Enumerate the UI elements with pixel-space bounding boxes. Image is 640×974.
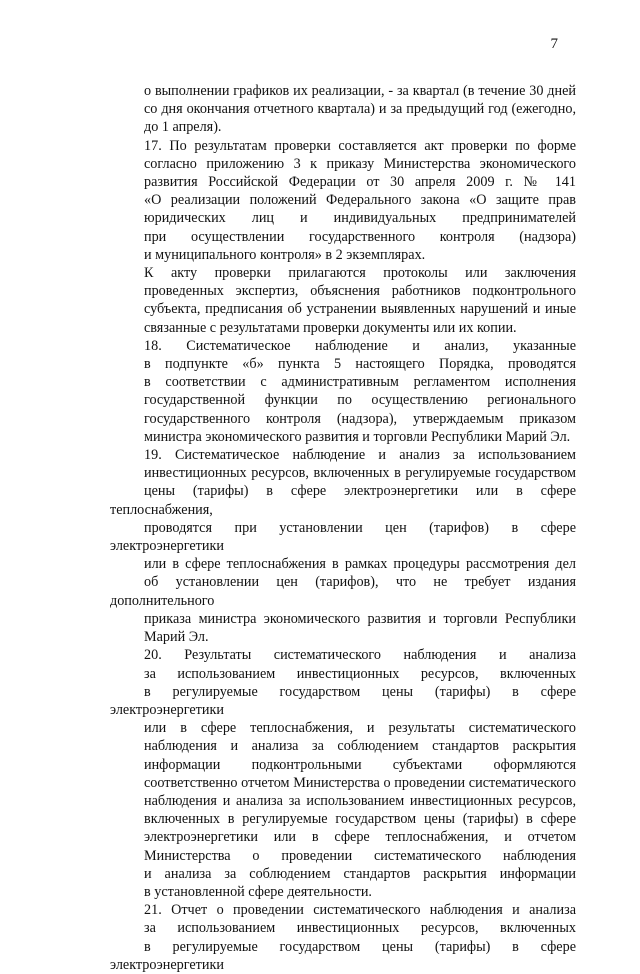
text-line: соответственно отчетом Министерства о проведении систематического bbox=[144, 774, 576, 791]
text-line: 19. Систематическое наблюдение и анализ за использованием bbox=[144, 447, 576, 464]
text-line: или в сфере теплоснабжения в рамках процедуры рассмотрения дел bbox=[144, 556, 576, 573]
text-line: развития Российской Федерации от 30 апреля 2009 г. № 141 bbox=[144, 174, 576, 191]
text-line: Марий Эл. bbox=[144, 629, 209, 646]
text-line: юридических лиц и индивидуальных предпринимателей bbox=[144, 210, 576, 227]
text-line: информации подконтрольными субъектами оформляются bbox=[144, 756, 576, 773]
text-line: о выполнении графиков их реализации, - за квартал (в течение 30 дней bbox=[144, 83, 576, 99]
text-line: 18. Систематическое наблюдение и анализ, указанные bbox=[144, 337, 576, 354]
paragraph bbox=[110, 337, 576, 446]
text-line: в регулируемые государством цены (тарифы) в сфере электроэнергетики bbox=[110, 938, 576, 973]
text-line: за использованием инвестиционных ресурсов, включенных bbox=[144, 920, 576, 937]
text-line: и анализа за соблюдением стандартов раскрытия информации bbox=[144, 865, 576, 882]
text-line: в регулируемые государством цены (тарифы) в сфере электроэнергетики bbox=[110, 683, 576, 718]
text-line: в соответствии с административным регламентом исполнения bbox=[144, 374, 576, 391]
text-line: в установленной сфере деятельности. bbox=[144, 883, 372, 900]
text-line: включенных в регулируемые государством цены (тарифы) в сфере bbox=[144, 811, 576, 828]
paragraph bbox=[110, 646, 576, 901]
paragraph bbox=[110, 264, 576, 337]
paragraph bbox=[110, 901, 576, 974]
text-line: наблюдения и анализа за использованием инвестиционных ресурсов, bbox=[144, 792, 576, 809]
text-line: со дня окончания отчетного квартала) и за предыдущий год (ежегодно, bbox=[144, 101, 576, 118]
text-line: инвестиционных ресурсов, включенных в регулируемые государством bbox=[144, 465, 576, 482]
text-line: в подпункте «б» пункта 5 настоящего Порядка, проводятся bbox=[144, 356, 576, 373]
text-line: 20. Результаты систематического наблюдения и анализа bbox=[144, 647, 576, 664]
text-line: до 1 апреля). bbox=[144, 119, 222, 136]
text-line: государственной функции по осуществлению регионального bbox=[144, 392, 576, 409]
text-line: государственного контроля (надзора), утверждаемым приказом bbox=[144, 410, 576, 427]
text-line: электроэнергетики или в сфере теплоснабжения, и отчетом bbox=[144, 829, 576, 846]
paragraph bbox=[110, 82, 576, 137]
text-line: 21. Отчет о проведении систематического наблюдения и анализа bbox=[144, 902, 576, 919]
text-line: субъекта, предписания об устранении выявленных нарушений и иные bbox=[144, 301, 576, 318]
paragraph bbox=[110, 137, 576, 264]
text-line: наблюдения и анализа за соблюдением стандартов раскрытия bbox=[144, 738, 576, 755]
text-line: согласно приложению 3 к приказу Министерства экономического bbox=[144, 155, 576, 172]
page-number: 7 bbox=[550, 36, 558, 52]
text-line: К акту проверки прилагаются протоколы или заключения bbox=[144, 265, 576, 282]
text-line: 17. По результатам проверки составляется акт проверки по форме bbox=[144, 137, 576, 154]
text-line: приказа министра экономического развития и торговли Республики bbox=[144, 610, 576, 627]
text-line: проводятся при установлении цен (тарифов) в сфере электроэнергетики bbox=[110, 519, 576, 555]
text-line: об установлении цен (тарифов), что не требует издания дополнительного bbox=[110, 574, 576, 609]
text-line: министра экономического развития и торговли Республики Марий Эл. bbox=[144, 428, 571, 445]
paragraph bbox=[110, 446, 576, 646]
text-line: или в сфере теплоснабжения, и результаты систематического bbox=[144, 720, 576, 737]
text-line: цены (тарифы) в сфере электроэнергетики или в сфере теплоснабжения, bbox=[110, 483, 576, 518]
text-line: проведенных экспертиз, объяснения работников подконтрольного bbox=[144, 283, 576, 300]
text-line: «О реализации положений Федерального закона «О защите прав bbox=[144, 192, 576, 209]
document-body bbox=[110, 82, 576, 974]
text-line: при осуществлении государственного контроля (надзора) bbox=[144, 228, 576, 245]
text-line: за использованием инвестиционных ресурсов, включенных bbox=[144, 665, 576, 682]
text-line: и муниципального контроля» в 2 экземплярах. bbox=[144, 246, 426, 263]
text-line: Министерства о проведении систематического наблюдения bbox=[144, 847, 576, 864]
text-line: связанные с результатами проверки документы или их копии. bbox=[144, 319, 517, 336]
